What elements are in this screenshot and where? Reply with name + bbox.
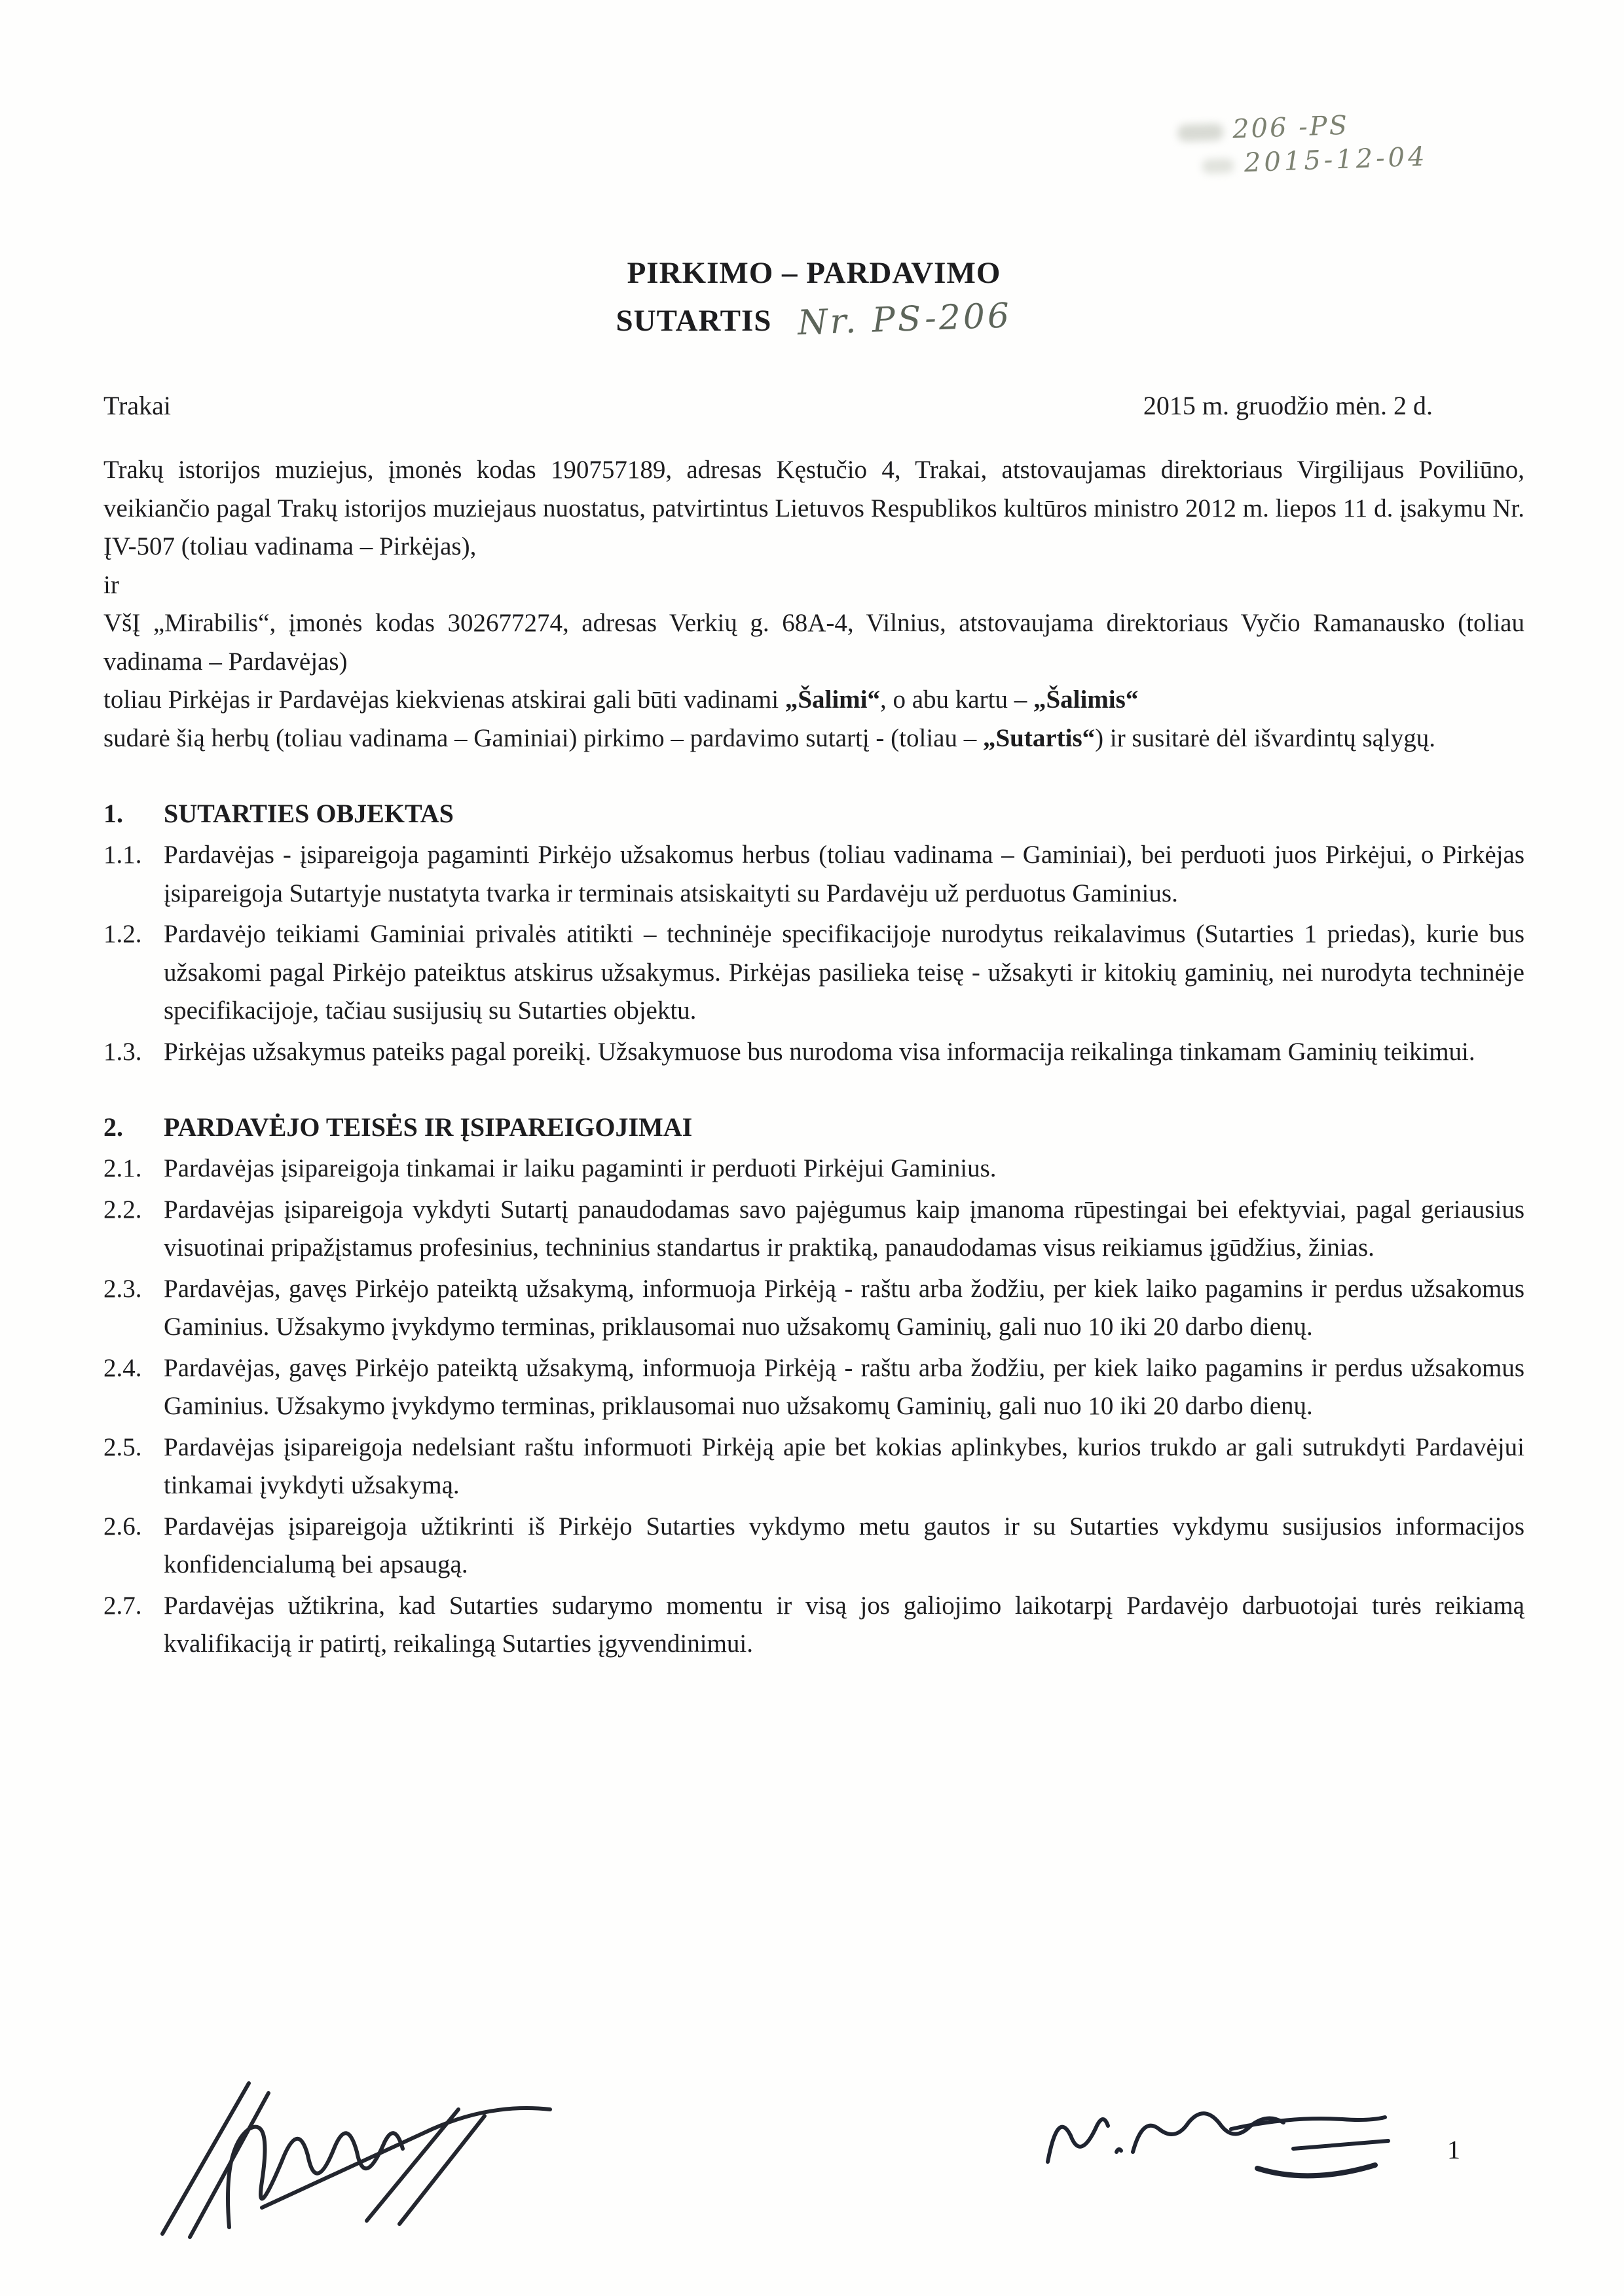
section-2-number: 2. [103, 1112, 123, 1142]
item-number: 2.2. [103, 1195, 142, 1224]
subject-text: sudarė šią herbų (toliau vadinama – Gaminiai) pirkimo – pardavimo sutartį - (toliau – [103, 723, 983, 752]
item-number: 2.1. [103, 1154, 142, 1182]
section-1-number: 1. [103, 799, 123, 828]
item-number: 2.5. [103, 1432, 142, 1461]
item-number: 2.3. [103, 1274, 142, 1303]
list-item [103, 1587, 1524, 1664]
section-2-items [103, 1150, 1524, 1664]
item-number: 2.7. [103, 1591, 142, 1620]
item-text: Pardavėjas įsipareigoja tinkamai ir laiku pagaminti ir perduoti Pirkėjui Gaminius. [164, 1154, 997, 1182]
place-date-row [103, 390, 1524, 421]
list-item [103, 1033, 1524, 1072]
list-item [103, 1270, 1524, 1347]
registry-date: 2015-12-04 [1202, 139, 1428, 181]
preamble-paragraph-seller: VšĮ „Mirabilis“, įmonės kodas 302677274, adresas Verkių g. 68A-4, Vilnius, atstovaujama direktoriaus Vyčio Ramanausko (toliau vadinama – Pardavėjas) [103, 609, 1524, 676]
handwritten-contract-number: Nr. PS-206 [797, 296, 1013, 343]
document-title [103, 255, 1524, 343]
parties-text-2: , o abu kartu – [880, 685, 1033, 714]
section-1-items [103, 836, 1524, 1071]
item-number: 1.3. [103, 1037, 142, 1066]
item-text: Pardavėjo teikiami Gaminiai privalės atitikti – techninėje specifikacijoje nurodytus reikalavimus (Sutarties 1 priedas), kurie bus užsakomi pagal Pirkėjo pateiktus atskirus užsakymus. Pirkėjas pasilieka teisę - užsakyti ir kitokių gaminių, nei nurodyta techninėje specifikacijoje, tačiau susijusių su Sutarties objektu. [164, 920, 1524, 1025]
section-2-heading [103, 1108, 1524, 1147]
term-salimi: „Šalimi“ [784, 685, 880, 714]
list-item [103, 836, 1524, 913]
item-text: Pardavėjas įsipareigoja vykdyti Sutartį panaudodamas savo pajėgumus kaip įmanoma rūpestingai bei efektyviai, pagal geriausius visuotinai pripažįstamus profesinius, techninius standartus ir praktiką, panaudodamas visus reikiamus įgūdžius, žinias. [164, 1195, 1524, 1262]
handwritten-registry-note [1177, 105, 1429, 182]
item-number: 1.1. [103, 841, 142, 869]
section-2-title: PARDAVĖJO TEISĖS IR ĮSIPAREIGOJIMAI [164, 1112, 693, 1142]
place-label: Trakai [103, 391, 171, 420]
preamble [103, 451, 1524, 757]
parties-text: toliau Pirkėjas ir Pardavėjas kiekvienas atskirai gali būti vadinami [103, 685, 785, 714]
item-text: Pardavėjas, gavęs Pirkėjo pateiktą užsakymą, informuoja Pirkėją - raštu arba žodžiu, per kiek laiko pagamins ir perdus užsakomus Gaminius. Užsakymo įvykdymo terminas, priklausomai nuo užsakomų Gaminių, gali nuo 10 iki 20 darbo dienų. [164, 1353, 1524, 1420]
registry-number: 206 -PS [1177, 105, 1428, 148]
item-text: Pardavėjas, gavęs Pirkėjo pateiktą užsakymą, informuoja Pirkėją - raštu arba žodžiu, per kiek laiko pagamins ir perdus užsakomus Gaminius. Užsakymo įvykdymo terminas, priklausomai nuo užsakomų Gaminių, gali nuo 10 iki 20 darbo dienų. [164, 1274, 1524, 1341]
item-number: 1.2. [103, 920, 142, 948]
title-line-2: SUTARTIS [616, 304, 772, 338]
term-salimis: „Šalimis“ [1033, 685, 1139, 714]
title-line-1: PIRKIMO – PARDAVIMO [627, 256, 1001, 290]
list-item [103, 1191, 1524, 1267]
section-1-title: SUTARTIES OBJEKTAS [164, 799, 454, 828]
list-item [103, 1429, 1524, 1505]
seller-signature [151, 2070, 570, 2257]
preamble-paragraph-parties [103, 681, 1524, 720]
item-text: Pirkėjas užsakymus pateiks pagal poreikį. Užsakymuose bus nurodoma visa informacija reikalinga tinkamam Gaminių teikimui. [164, 1037, 1475, 1066]
preamble-paragraph-buyer: Trakų istorijos muziejus, įmonės kodas 190757189, adresas Kęstučio 4, Trakai, atstovaujamas direktoriaus Virgilijaus Poviliūno, veikiančio pagal Trakų istorijos muziejaus nuostatus, patvirtintus Lietuvos Respublikos kultūros ministro 2012 m. liepos 11 d. įsakymu Nr. ĮV-507 (toliau vadinama – Pirkėjas), [103, 456, 1524, 560]
list-item [103, 1150, 1524, 1188]
preamble-paragraph-subject [103, 720, 1524, 758]
item-text: Pardavėjas - įsipareigoja pagaminti Pirkėjo užsakomus herbus (toliau vadinama – Gaminiai), bei perduoti juos Pirkėjui, o Pirkėjas įsipareigoja Sutartyje nustatyta tvarka ir terminais atsiskaityti su Pardavėju už perduotus Gaminius. [164, 841, 1524, 907]
subject-text-2: ) ir susitarė dėl išvardintų sąlygų. [1095, 723, 1436, 752]
page-number: 1 [1447, 2135, 1460, 2164]
section-1-heading [103, 794, 1524, 833]
buyer-signature [1035, 2090, 1401, 2198]
date-label: 2015 m. gruodžio mėn. 2 d. [1143, 391, 1433, 420]
item-number: 2.4. [103, 1353, 142, 1382]
item-text: Pardavėjas įsipareigoja užtikrinti iš Pirkėjo Sutarties vykdymo metu gautos ir su Sutarties vykdymu susijusios informacijos konfidencialumą bei apsaugą. [164, 1512, 1524, 1578]
item-number: 2.6. [103, 1512, 142, 1540]
preamble-conjunction: ir [103, 570, 119, 599]
list-item [103, 1508, 1524, 1584]
list-item [103, 1349, 1524, 1426]
list-item [103, 915, 1524, 1030]
item-text: Pardavėjas užtikrina, kad Sutarties sudarymo momentu ir visą jos galiojimo laikotarpį Pardavėjo darbuotojai turės reikiamą kvalifikaciją ir patirtį, reikalingą Sutarties įgyvendinimui. [164, 1591, 1524, 1658]
item-text: Pardavėjas įsipareigoja nedelsiant raštu informuoti Pirkėją apie bet kokias aplinkybes, kurios trukdo ar gali sutrukdyti Pardavėjui tinkamai įvykdyti užsakymą. [164, 1432, 1524, 1499]
term-sutartis: „Sutartis“ [982, 723, 1096, 752]
